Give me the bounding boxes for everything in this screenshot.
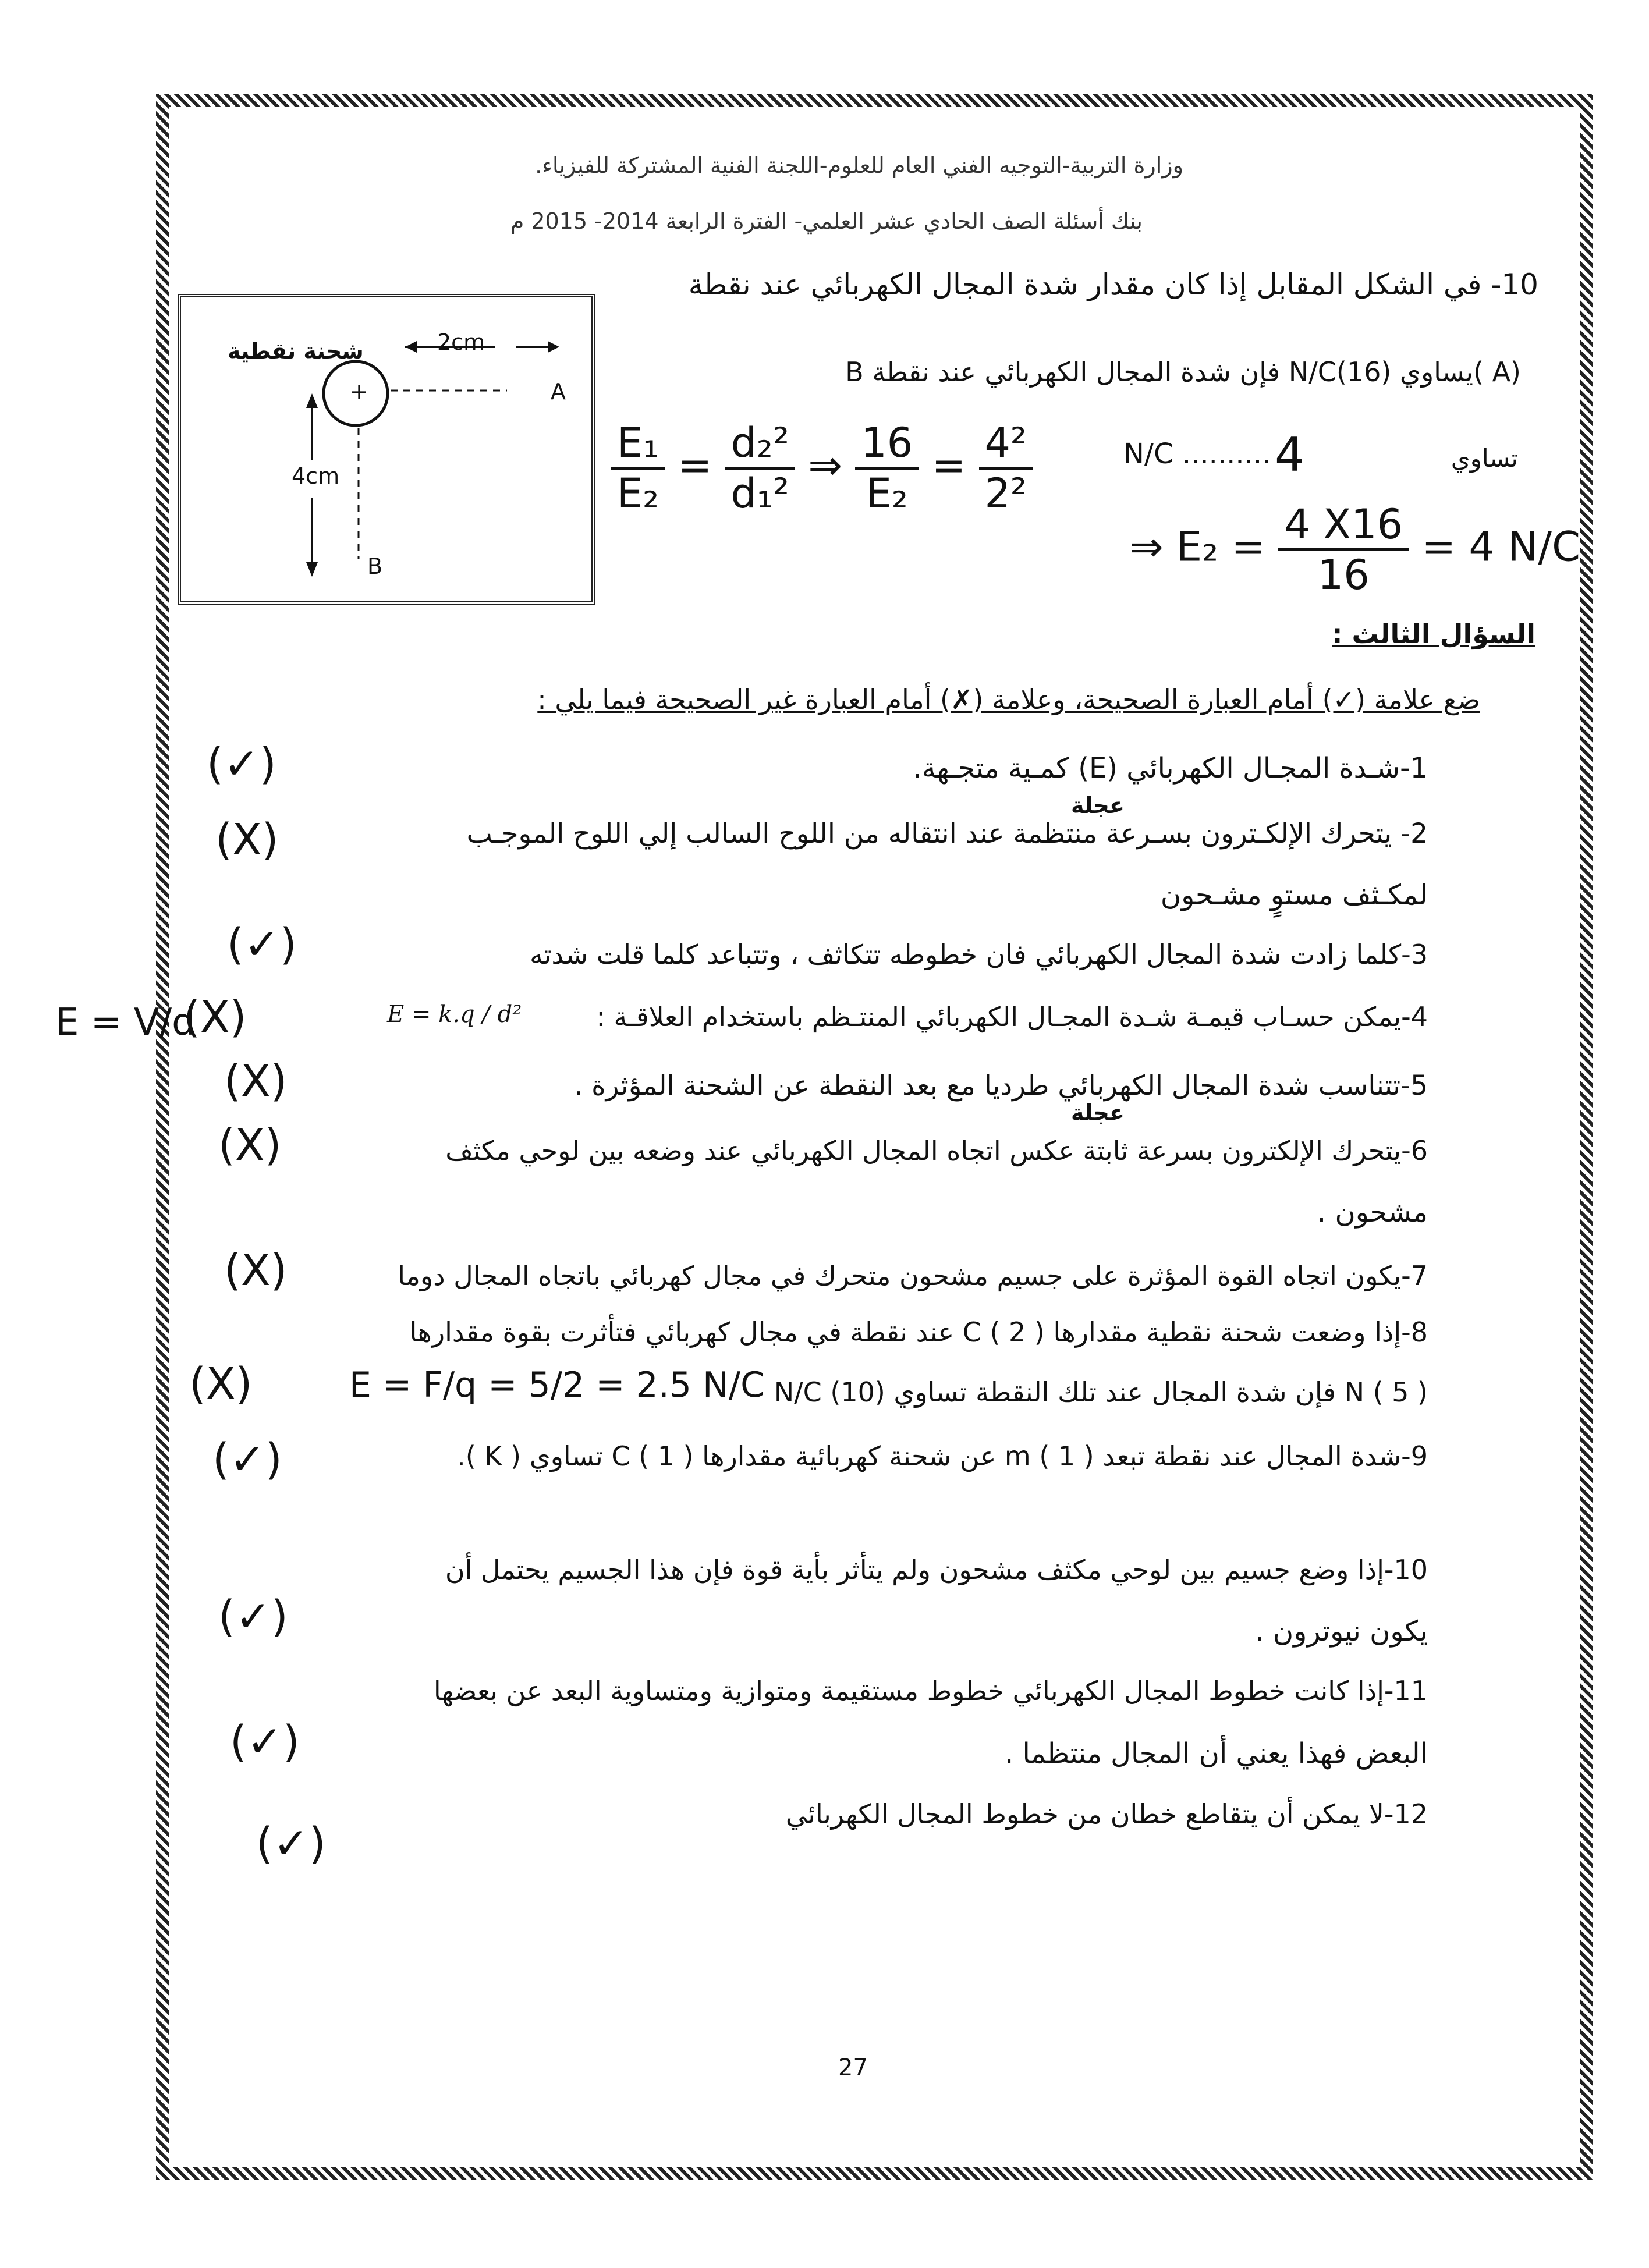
q10-unit: N/C ..........	[1123, 438, 1271, 470]
work-arrow-2: ⇒	[1129, 523, 1164, 571]
mark-3: (✓)	[227, 920, 297, 970]
mark-11: (✓)	[230, 1717, 300, 1767]
mark-6: (X)	[218, 1120, 282, 1170]
q10-answer: 4	[1275, 428, 1304, 482]
mark-2: (X)	[215, 815, 279, 865]
work-frac-1: $\frac{\text{E₁}}{\text{E₂}}$	[611, 419, 665, 517]
statement-3: 3-كلما زادت شدة المجال الكهربائي فان خطوطه تتكاثف ، وتتباعد كلما قلت شدته	[530, 939, 1428, 970]
mark-9: (✓)	[212, 1435, 282, 1485]
statement-2-line-1: 2- يتحرك الإلكـترون بسـرعة منتظمة عند انتقاله من اللوح السالب إلي اللوح الموجـب	[466, 818, 1428, 850]
work-frac-2: $\frac{\text{d₂²}}{\text{d₁²}}$	[725, 419, 795, 517]
statement-7: 7-يكون اتجاه القوة المؤثرة على جسيم مشحون متحرك في مجال كهربائي باتجاه المجال دوما	[398, 1260, 1428, 1291]
mark-7: (X)	[224, 1245, 288, 1296]
statement-10-line-2: يكون نيوترون .	[1255, 1615, 1428, 1648]
statement-8-line-2: N ( 5 ) فإن شدة المجال عند تلك النقطة تساوي N/C (10)	[774, 1376, 1428, 1408]
work-eq-2: =	[931, 441, 966, 489]
statement-11-line-2: البعض فهذا يعني أن المجال منتظما .	[1004, 1737, 1428, 1770]
mark-12: (✓)	[256, 1819, 326, 1869]
statement-6-line-2: مشحون .	[1317, 1196, 1428, 1229]
plus-sign: +	[350, 379, 368, 404]
mark-5: (X)	[224, 1056, 288, 1106]
work-result: = 4 N/C	[1421, 523, 1580, 571]
statement-10-line-1: 10-إذا وضع جسيم بين لوحي مكثف مشحون ولم يتأثر بأية قوة فإن هذا الجسيم يحتمل أن	[445, 1554, 1428, 1585]
q10-line-1: 10- في الشكل المقابل إذا كان مقدار شدة المجال الكهربائي عند نقطة	[688, 268, 1538, 301]
header-line-1: وزارة التربية-التوجيه الفني العام للعلوم-اللجنة الفنية المشتركة للفيزياء.	[535, 152, 1183, 178]
page-number: 27	[838, 2054, 868, 2081]
statement-5: 5-تتناسب شدة المجال الكهربائي طرديا مع بعد النقطة عن الشحنة المؤثرة .	[574, 1070, 1428, 1102]
q10-line-2: (A )يساوي N/C(16) فإن شدة المجال الكهربائي عند نقطة B	[845, 356, 1521, 388]
statement-12: 12-لا يمكن أن يتقاطع خطان من خطوط المجال الكهربائي	[785, 1798, 1428, 1830]
mark-10: (✓)	[218, 1592, 288, 1642]
side-note-4: E = V/d	[55, 1001, 196, 1044]
dist-2cm: 2cm	[437, 329, 485, 355]
correction-6: عجلة	[1071, 1100, 1125, 1126]
field-diagram	[178, 294, 595, 605]
point-a: A	[551, 379, 566, 404]
header-line-2: بنك أسئلة الصف الحادي عشر العلمي- الفترة الرابعة 2014- 2015 م	[510, 208, 1143, 234]
mark-8: (X)	[189, 1359, 253, 1409]
statement-4: 4-يمكن حسـاب قيمـة شـدة المجـال الكهربائي المنتـظم باستخدام العلاقـة :	[596, 1001, 1428, 1032]
work-frac-3: $\frac{16}{\text{E₂}}$	[855, 419, 919, 517]
statement-1: 1-شـدة المجـال الكهربائي (E) كمـية متجـهة.	[913, 752, 1428, 785]
q10-equals: تساوي	[1451, 444, 1518, 473]
section-instruction: ضع علامة (✓) أمام العبارة الصحيحة، وعلامة (✗) أمام العبارة غير الصحيحة فيما يلي :	[537, 684, 1480, 715]
mark-4: (X)	[183, 992, 247, 1042]
section-title: السؤال الثالث :	[1332, 618, 1535, 649]
statement-8-line-1: 8-إذا وضعت شحنة نقطية مقدارها C ( 2 ) عند نقطة في مجال كهربائي فتأثرت بقوة مقدارها	[409, 1316, 1428, 1348]
charge-label: شحنة نقطية	[228, 338, 364, 364]
statement-6-line-1: 6-يتحرك الإلكترون بسرعة ثابتة عكس اتجاه المجال الكهربائي عند وضعه بين لوحي مكثف	[445, 1135, 1428, 1166]
q10-work	[611, 419, 1033, 517]
work-eq-1: =	[678, 441, 712, 489]
statement-9: 9-شدة المجال عند نقطة تبعد m ( 1 ) عن شحنة كهربائية مقدارها C ( 1 ) تساوي ( K ).	[457, 1440, 1428, 1472]
statement-8-work: E = F/q = 5/2 = 2.5 N/C	[349, 1365, 765, 1405]
point-b: B	[367, 553, 383, 579]
work-frac-5: $\frac{4 X16}{16}$	[1278, 501, 1409, 599]
statement-4-formula: E = k.q / d²	[387, 1001, 522, 1028]
work-arrow-1: ⇒	[808, 441, 842, 489]
statement-11-line-1: 11-إذا كانت خطوط المجال الكهربائي خطوط مستقيمة ومتوازية ومتساوية البعد عن بعضها	[433, 1675, 1428, 1706]
work-lhs: E₂ =	[1176, 523, 1266, 571]
dist-4cm: 4cm	[292, 463, 340, 489]
correction-2: عجلة	[1071, 793, 1125, 818]
work-frac-4: $\frac{\text{4²}}{\text{2²}}$	[979, 419, 1033, 517]
q10-work-2	[1129, 501, 1580, 599]
mark-1: (✓)	[207, 739, 276, 789]
statement-2-line-2: لمكـثف مستوٍ مشـحون	[1160, 879, 1428, 911]
diagram-lines	[181, 297, 591, 601]
